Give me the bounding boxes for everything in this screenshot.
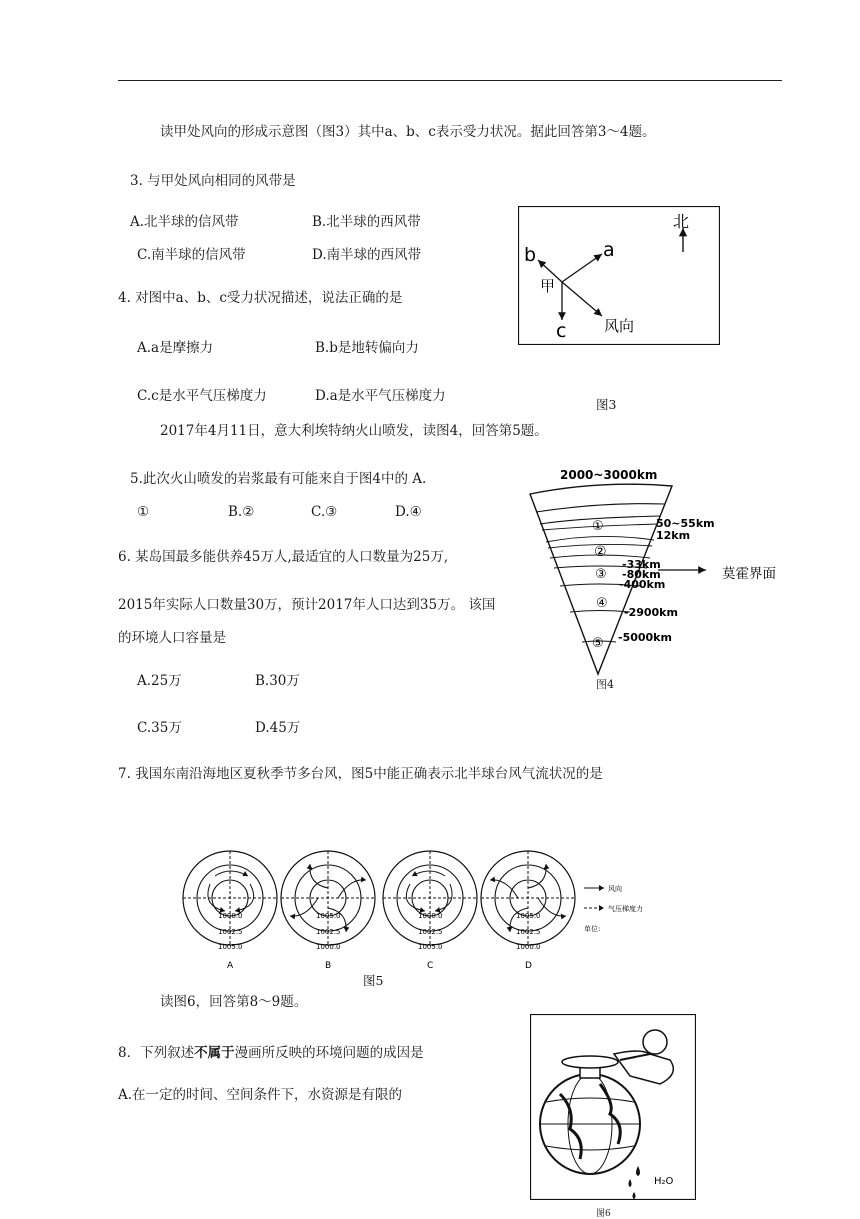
fig4-layer-4: ④ <box>596 596 608 611</box>
fig5-legend-gradient: 气压梯度力 <box>608 905 643 913</box>
q4-option-a: A.a是摩擦力 <box>137 340 214 356</box>
q6-option-b: B.30万 <box>255 673 300 689</box>
fig4-layer-5: ⑤ <box>592 636 604 651</box>
svg-text:1005.0: 1005.0 <box>418 943 443 951</box>
svg-text:1000.0: 1000.0 <box>218 912 243 920</box>
figure-5-caption: 图5 <box>363 973 384 988</box>
fig4-depth-4: -400km <box>619 578 666 591</box>
fig3-label-wind: 风向 <box>604 317 635 335</box>
fig5-panel-a <box>183 851 277 951</box>
fig6-h2o: H₂O <box>654 1176 674 1187</box>
q5-option-b: B.② <box>228 504 255 520</box>
fig3-north-label: 北 <box>673 212 690 231</box>
header-rule <box>118 80 782 81</box>
q4-option-d: D.a是水平气压梯度力 <box>315 388 446 404</box>
q7-stem: 7. 我国东南沿海地区夏秋季节多台风，图5中能正确表示北半球台风气流状况的是 <box>118 766 603 782</box>
svg-text:1002.5: 1002.5 <box>516 928 541 936</box>
q4-stem: 4. 对图中a、b、c受力状况描述，说法正确的是 <box>118 290 403 306</box>
fig3-label-b: b <box>524 244 537 266</box>
fig5-legend-unit: 单位: <box>584 925 601 933</box>
fig5-letter-b: B <box>325 961 332 971</box>
q3-option-b: B.北半球的西风带 <box>312 214 421 230</box>
q6-line-3: 的环境人口容量是 <box>118 630 226 646</box>
q3-option-c: C.南半球的信风带 <box>137 247 246 263</box>
fig4-depth-5: -2900km <box>624 606 678 619</box>
q6-option-a: A.25万 <box>137 673 182 689</box>
q3-option-d: D.南半球的西风带 <box>312 247 422 263</box>
figure-3-diagram <box>518 206 720 345</box>
intro-8-9: 读图6，回答第8～9题。 <box>160 994 308 1010</box>
fig4-depth-6: -5000km <box>618 631 672 644</box>
fig4-depth-3: -80km <box>622 568 661 581</box>
fig4-moho-label: 莫霍界面 <box>722 566 776 582</box>
q5-stem: 5.此次火山喷发的岩浆最有可能来自于图4中的 A. <box>130 471 427 487</box>
q6-option-d: D.45万 <box>255 720 301 736</box>
svg-text:1002.5: 1002.5 <box>418 928 443 936</box>
figure-4-caption: 图4 <box>596 678 614 691</box>
fig4-layer-3: ③ <box>595 567 607 582</box>
fig4-top-label: 2000~3000km <box>560 468 658 482</box>
figure-6-caption: 图6 <box>596 1209 611 1219</box>
svg-text:1005.0: 1005.0 <box>218 943 243 951</box>
fig4-layer-2: ② <box>594 544 607 560</box>
q6-line-2: 2015年实际人口数量30万，预计2017年人口达到35万。 该国 <box>118 597 496 613</box>
fig3-label-jia: 甲 <box>540 277 556 295</box>
figure-6-cartoon <box>530 1014 696 1200</box>
svg-text:1000.0: 1000.0 <box>418 912 443 920</box>
svg-text:1002.5: 1002.5 <box>316 928 341 936</box>
fig4-layer-1: ① <box>592 519 604 534</box>
q5-option-c: C.③ <box>311 504 338 520</box>
q4-option-c: C.c是水平气压梯度力 <box>137 388 267 404</box>
q8-option-a: A.在一定的时间、空间条件下，水资源是有限的 <box>118 1087 403 1103</box>
fig5-letter-d: D <box>525 961 532 971</box>
fig4-depth-2: -33km <box>622 558 661 571</box>
fig3-label-a: a <box>603 239 615 261</box>
svg-text:1002.5: 1002.5 <box>218 928 243 936</box>
svg-text:1005.0: 1005.0 <box>316 912 341 920</box>
fig5-letter-c: C <box>427 961 434 971</box>
q3-stem: 3. 与甲处风向相同的风带是 <box>130 173 296 189</box>
svg-text:1000.0: 1000.0 <box>516 943 541 951</box>
q8-stem: 8．下列叙述不属于漫画所反映的环境问题的成因是 <box>118 1045 424 1061</box>
q6-option-c: C.35万 <box>137 720 182 736</box>
fig4-depth-0: 50~55km <box>656 517 715 530</box>
svg-text:1005.0: 1005.0 <box>516 912 541 920</box>
intro-5: 2017年4月11日，意大利埃特纳火山喷发，读图4，回答第5题。 <box>160 423 548 439</box>
figure-5-typhoon-diagrams <box>180 846 720 974</box>
q4-option-b: B.b是地转偏向力 <box>315 340 419 356</box>
figure-3-caption: 图3 <box>596 397 617 412</box>
fig5-legend-wind: 风向 <box>608 885 622 893</box>
q5-option-d: D.④ <box>395 504 422 520</box>
fig5-panel-b <box>281 851 375 951</box>
intro-3-4: 读甲处风向的形成示意图（图3）其中a、b、c表示受力状况。据此回答第3～4题。 <box>160 124 656 140</box>
fig5-panel-c <box>383 851 477 951</box>
q6-line-1: 6. 某岛国最多能供养45万人,最适宜的人口数量为25万, <box>118 549 449 565</box>
q5-option-a: ① <box>137 504 150 520</box>
q3-option-a: A.北半球的信风带 <box>130 214 239 230</box>
fig5-panel-d <box>481 851 575 951</box>
fig4-depth-1: 12km <box>656 529 691 542</box>
svg-text:1000.0: 1000.0 <box>316 943 341 951</box>
fig5-letter-a: A <box>227 961 234 971</box>
fig3-label-c: c <box>556 320 567 342</box>
figure-4-earth-layers <box>520 464 850 684</box>
